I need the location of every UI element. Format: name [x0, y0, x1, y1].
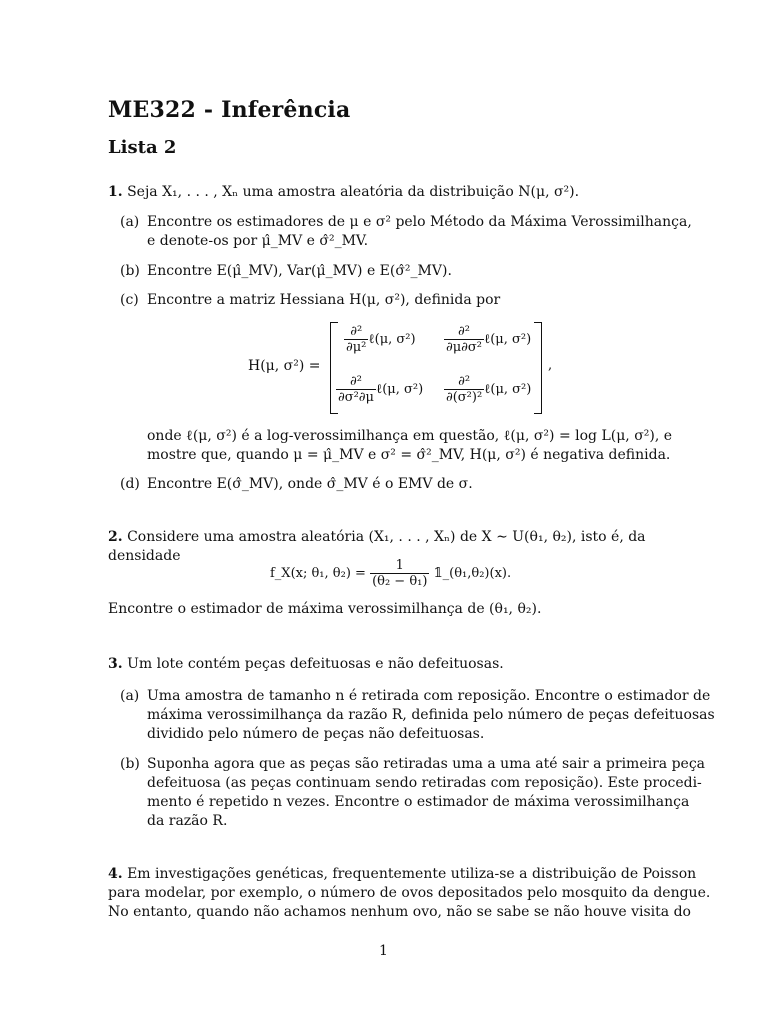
q1d-text: Encontre E(σ̂_MV), onde σ̂_MV é o EMV de σ. — [147, 476, 473, 492]
q1c-line3: mostre que, quando μ = μ̂_MV e σ² = σ̂²_MV, H(μ, σ²) é negativa definida. — [147, 447, 671, 463]
q1d-label: (d) — [120, 476, 140, 492]
q2-number: 2. — [108, 529, 123, 545]
q1b-text: Encontre E(μ̂_MV), Var(μ̂_MV) e E(σ̂²_MV). — [147, 263, 452, 279]
list-title: Lista 2 — [108, 137, 177, 158]
hessian-matrix — [248, 322, 558, 414]
q3b-line4: da razão R. — [147, 813, 228, 829]
matrix-lhs: H(μ, σ²) = — [248, 358, 321, 374]
q3a-line1: Uma amostra de tamanho n é retirada com reposição. Encontre o estimador de — [147, 688, 711, 704]
q1b-label: (b) — [120, 263, 140, 279]
q3a-line2: máxima verossimilhança da razão R, definida pelo número de peças defeituosas — [147, 707, 715, 723]
q1-intro: Seja X₁, . . . , Xₙ uma amostra aleatória da distribuição N(μ, σ²). — [127, 184, 580, 200]
page-number: 1 — [379, 943, 388, 959]
q1c-text: Encontre a matriz Hessiana H(μ, σ²), definida por — [147, 292, 501, 308]
q3b-line2: defeituosa (as peças continuam sendo retiradas com reposição). Este procedi- — [147, 775, 702, 791]
matrix-cell-11: $\frac{\text{∂²}}{\text{∂μ²}}$ ℓ(μ, σ²) — [346, 324, 416, 355]
q1-intro-line — [108, 183, 579, 202]
q1a-line2: e denote-os por μ̂_MV e σ̂²_MV. — [147, 233, 369, 249]
q2-formula: f_X(x; θ₁, θ₂) = $\frac{1}{\text{(θ₂ − θ₁)}}$ 𝟙_(θ₁,θ₂)(x). — [270, 558, 512, 589]
q3-intro-line: 3. Um lote contém peças defeituosas e não defeituosas. — [108, 656, 504, 672]
matrix-cell-12: $\frac{\text{∂²}}{\text{∂μ∂σ²}}$ ℓ(μ, σ²) — [446, 324, 532, 355]
matrix-cell-22: $\frac{\text{∂²}}{\text{∂(σ²)²}}$ ℓ(μ, σ²) — [446, 374, 532, 405]
q3a-label: (a) — [120, 688, 140, 704]
q1a-label: (a) — [120, 214, 140, 230]
matrix-right-bracket — [534, 322, 542, 414]
q4-line2: para modelar, por exemplo, o número de ovos depositados pelo mosquito da dengue. — [108, 885, 711, 901]
q3b-label: (b) — [120, 756, 140, 772]
q1c-label: (c) — [120, 292, 139, 308]
matrix-trailing-comma: , — [548, 358, 553, 373]
q2-line2: densidade — [108, 548, 181, 564]
q3b-line3: mento é repetido n vezes. Encontre o estimador de máxima verossimilhança — [147, 794, 690, 810]
course-title: ME322 - Inferência — [108, 97, 351, 123]
q2-line3: Encontre o estimador de máxima verossimilhança de (θ₁, θ₂). — [108, 601, 542, 617]
q1-number: 1. — [108, 184, 123, 200]
q3a-line3: dividido pelo número de peças não defeituosas. — [147, 726, 485, 742]
q3-number: 3. — [108, 656, 123, 672]
q2-line1: 2. Considere uma amostra aleatória (X₁, . . . , Xₙ) de X ∼ U(θ₁, θ₂), isto é, da — [108, 529, 646, 545]
q3b-line1: Suponha agora que as peças são retiradas uma a uma até sair a primeira peça — [147, 756, 706, 772]
q4-line1: 4. Em investigações genéticas, frequentemente utiliza-se a distribuição de Poisson — [108, 866, 697, 882]
q1c-line2: onde ℓ(μ, σ²) é a log-verossimilhança em questão, ℓ(μ, σ²) = log L(μ, σ²), e — [147, 428, 673, 444]
matrix-cell-21: $\frac{\text{∂²}}{\text{∂σ²∂μ}}$ ℓ(μ, σ²) — [338, 374, 424, 405]
q4-number: 4. — [108, 866, 123, 882]
q4-line3: No entanto, quando não achamos nenhum ovo, não se sabe se não houve visita do — [108, 904, 691, 920]
q1a-line1: Encontre os estimadores de μ e σ² pelo Método da Máxima Verossimilhança, — [147, 214, 692, 230]
